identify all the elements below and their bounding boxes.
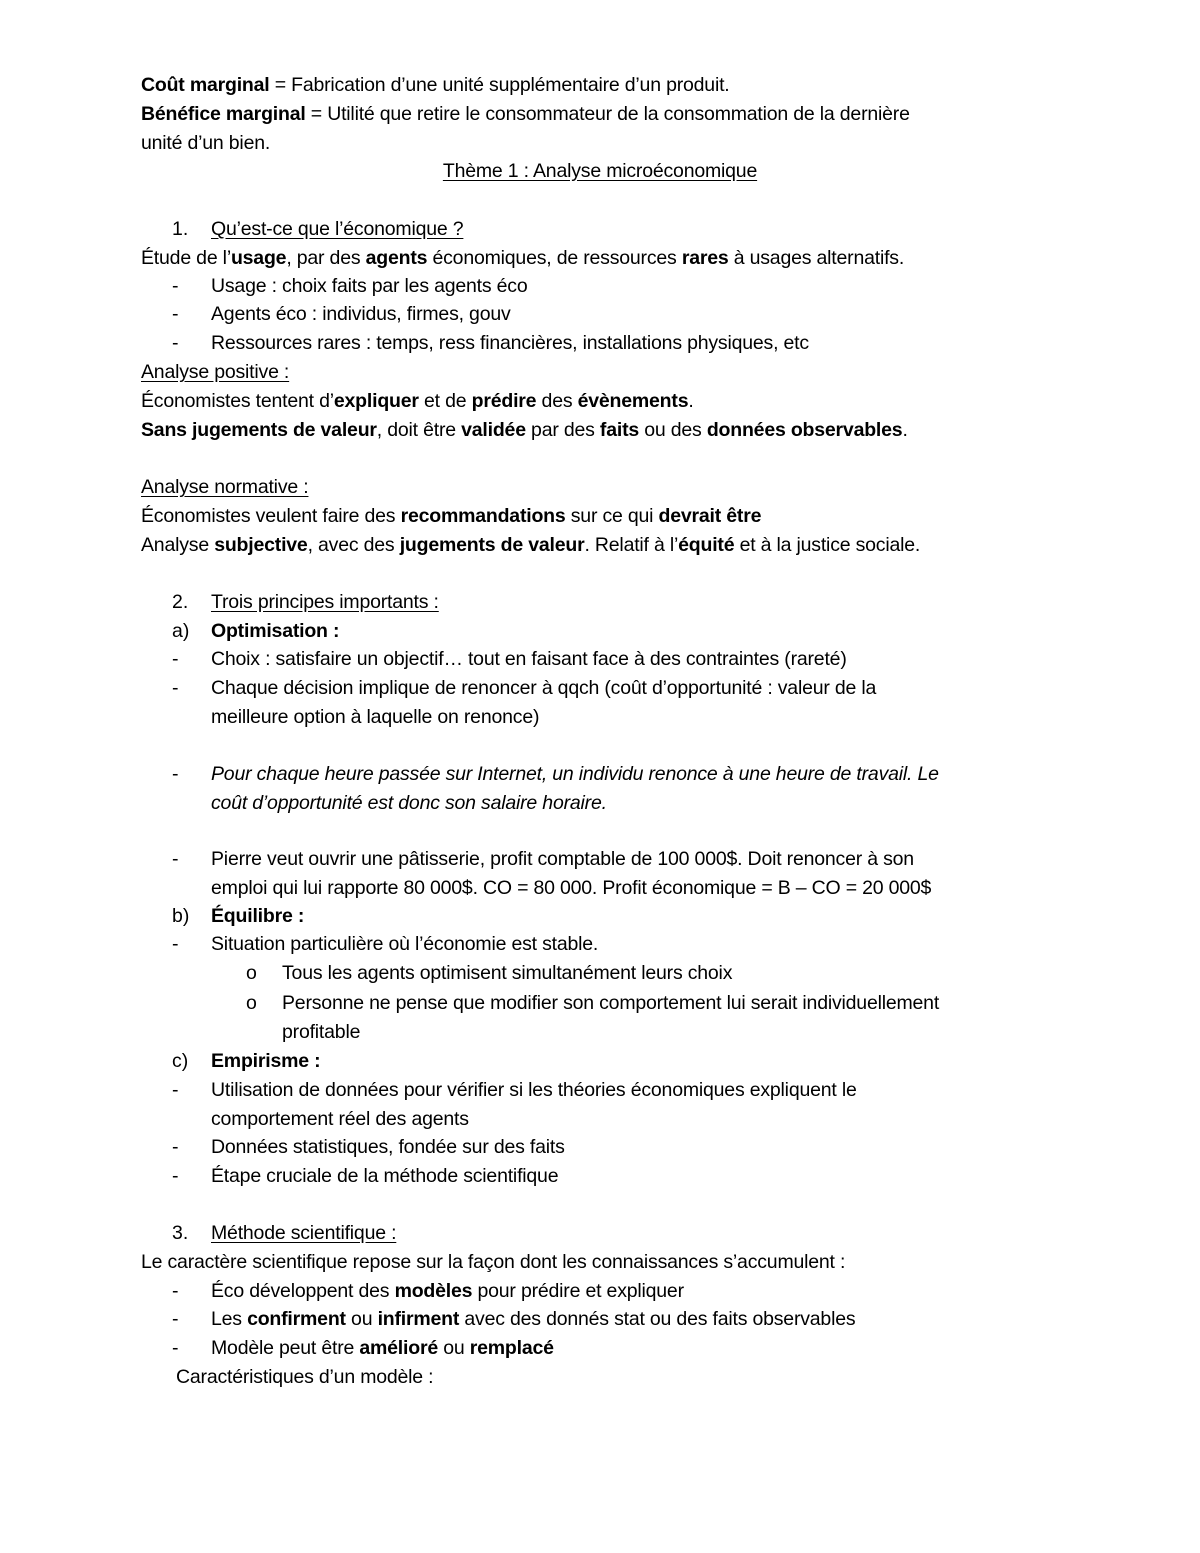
normative-analysis-line: Économistes veulent faire des recommandations sur ce qui devrait être <box>141 505 762 527</box>
model-characteristics-label: Caractéristiques d’un modèle : <box>176 1366 434 1388</box>
list-item: Choix : satisfaire un objectif… tout en faisant face à des contraintes (rareté) <box>211 648 847 670</box>
dash-bullet: - <box>172 1136 179 1158</box>
theme-title: Thème 1 : Analyse microéconomique <box>442 160 758 182</box>
definition-benefice-marginal: Bénéfice marginal = Utilité que retire le consommateur de la consommation de la dernière <box>141 103 910 125</box>
positive-analysis-line: Économistes tentent d’expliquer et de prédire des évènements. <box>141 390 694 412</box>
section-heading: Méthode scientifique : <box>211 1222 397 1244</box>
definition-benefice-marginal-cont: unité d’un bien. <box>141 132 271 154</box>
dash-bullet: - <box>172 677 179 699</box>
scientific-method-intro: Le caractère scientifique repose sur la façon dont les connaissances s’accumulent : <box>141 1251 846 1273</box>
letter-marker: c) <box>172 1050 189 1072</box>
dash-bullet: - <box>172 1308 179 1330</box>
subsection-title: Équilibre : <box>211 905 305 927</box>
list-item: Les confirment ou infirment avec des donnés stat ou des faits observables <box>211 1308 856 1330</box>
list-item: Situation particulière où l’économie est stable. <box>211 933 599 955</box>
dash-bullet: - <box>172 275 179 297</box>
dash-bullet: - <box>172 332 179 354</box>
dash-bullet: - <box>172 1280 179 1302</box>
example-text: emploi qui lui rapporte 80 000$. CO = 80 000. Profit économique = B – CO = 20 000$ <box>211 877 932 899</box>
dash-bullet: - <box>172 763 179 785</box>
dash-bullet: - <box>172 648 179 670</box>
list-item: Éco développent des modèles pour prédire et expliquer <box>211 1280 684 1302</box>
positive-analysis-line: Sans jugements de valeur, doit être validée par des faits ou des données observables. <box>141 419 908 441</box>
normative-analysis-heading: Analyse normative : <box>141 476 309 498</box>
list-item: Modèle peut être amélioré ou remplacé <box>211 1337 554 1359</box>
example-text: coût d’opportunité est donc son salaire horaire. <box>211 792 607 814</box>
positive-analysis-heading: Analyse positive : <box>141 361 290 383</box>
subsection-title: Optimisation : <box>211 620 340 642</box>
dash-bullet: - <box>172 848 179 870</box>
list-item: Utilisation de données pour vérifier si les théories économiques expliquent le <box>211 1079 857 1101</box>
list-item: Usage : choix faits par les agents éco <box>211 275 528 297</box>
economics-definition: Étude de l’usage, par des agents économiques, de ressources rares à usages alternatifs. <box>141 247 905 269</box>
letter-marker: b) <box>172 905 190 927</box>
dash-bullet: - <box>172 303 179 325</box>
example-text: Pour chaque heure passée sur Internet, un individu renonce à une heure de travail. Le <box>211 763 939 785</box>
list-number: 2. <box>172 591 189 613</box>
normative-analysis-line: Analyse subjective, avec des jugements de valeur. Relatif à l’équité et à la justice sociale. <box>141 534 921 556</box>
list-item: Agents éco : individus, firmes, gouv <box>211 303 511 325</box>
sub-list-item: Personne ne pense que modifier son comportement lui serait individuellement <box>282 992 940 1014</box>
dash-bullet: - <box>172 1079 179 1101</box>
list-item: Ressources rares : temps, ress financières, installations physiques, etc <box>211 332 809 354</box>
sub-list-item: Tous les agents optimisent simultanément leurs choix <box>282 962 733 984</box>
circle-bullet: o <box>246 962 257 984</box>
circle-bullet: o <box>246 992 257 1014</box>
letter-marker: a) <box>172 620 190 642</box>
dash-bullet: - <box>172 933 179 955</box>
dash-bullet: - <box>172 1337 179 1359</box>
list-number: 3. <box>172 1222 189 1244</box>
section-heading: Trois principes importants : <box>211 591 439 613</box>
dash-bullet: - <box>172 1165 179 1187</box>
list-item: Étape cruciale de la méthode scientifique <box>211 1165 559 1187</box>
definition-cout-marginal: Coût marginal = Fabrication d’une unité supplémentaire d’un produit. <box>141 74 730 96</box>
list-item: Données statistiques, fondée sur des faits <box>211 1136 565 1158</box>
list-item: Chaque décision implique de renoncer à qqch (coût d’opportunité : valeur de la <box>211 677 877 699</box>
sub-list-item-continuation: profitable <box>282 1021 361 1043</box>
list-item-continuation: comportement réel des agents <box>211 1108 469 1130</box>
list-number: 1. <box>172 218 189 240</box>
section-heading: Qu’est-ce que l’économique ? <box>211 218 464 240</box>
subsection-title: Empirisme : <box>211 1050 321 1072</box>
list-item-continuation: meilleure option à laquelle on renonce) <box>211 706 540 728</box>
example-text: Pierre veut ouvrir une pâtisserie, profit comptable de 100 000$. Doit renoncer à son <box>211 848 914 870</box>
